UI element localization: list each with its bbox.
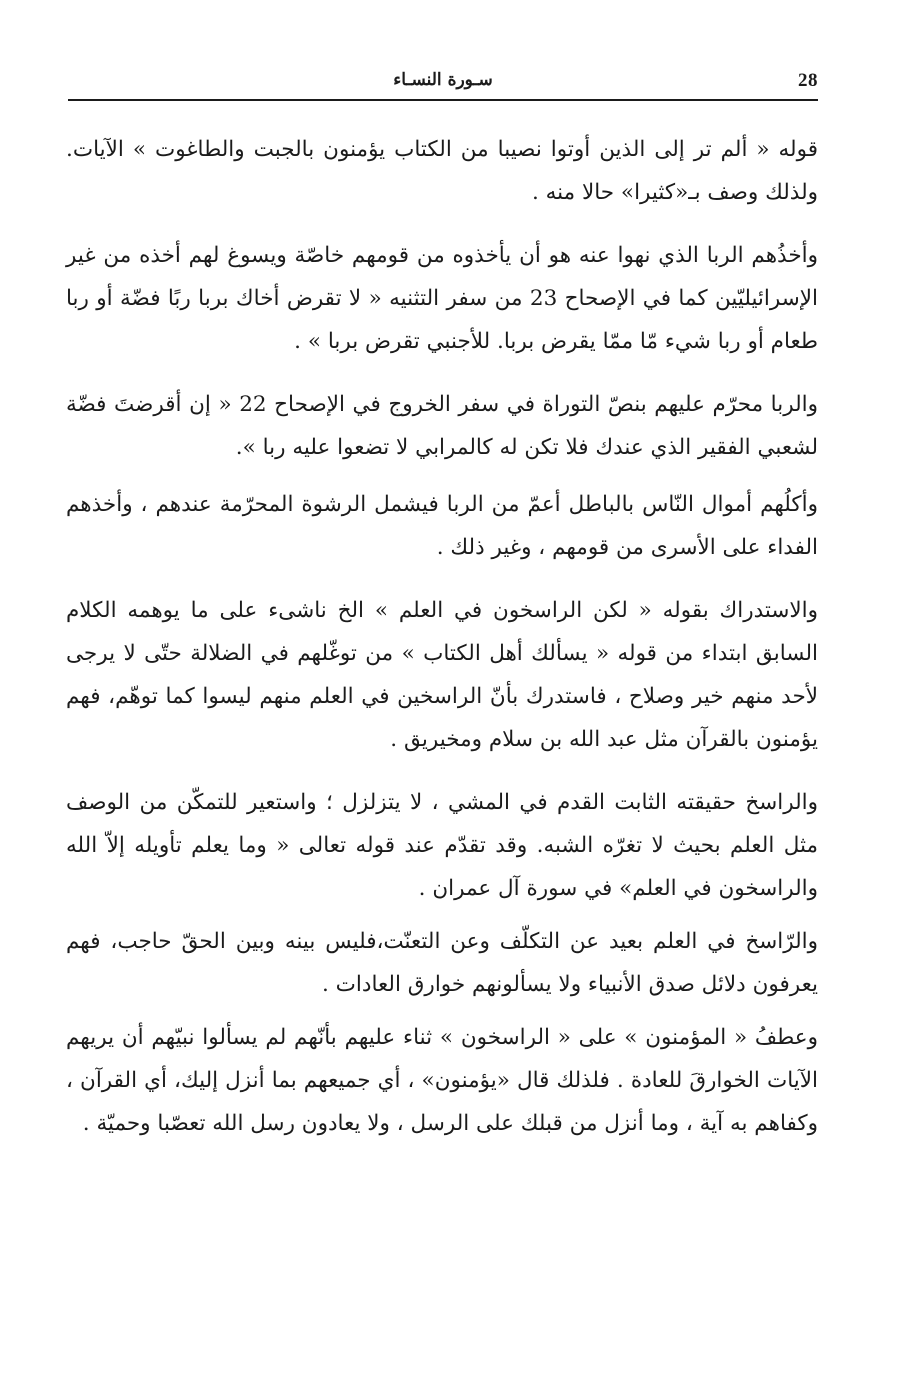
paragraph-1: قوله « ألم تر إلى الذين أوتوا نصيبا من الكتاب يؤمنون بالجبت والطاغوت » الآيات. ولذلك وصف بـ«كثيرا» حالا منه . [66, 137, 818, 205]
page-number: 28 [798, 70, 818, 91]
body-text [66, 128, 818, 1145]
paragraph-3: والربا محرّم عليهم بنصّ التوراة في سفر الخروج في الإصحاح 22 « إن أقرضتَ فضّة لشعبي الفقير الذي عندك فلا تكن له كالمرابي لا تضعوا عليه ربا ». [66, 392, 818, 460]
running-header [68, 60, 818, 100]
paragraph-6: والراسخ حقيقته الثابت القدم في المشي ، لا يتزلزل ؛ واستعير للتمكّن من الوصف مثل العلم بحيث لا تغرّه الشبه. وقد تقدّم عند قوله تعالى « وما يعلم تأويله إلاّ الله والراسخون في العلم» في سورة آل عمران . [66, 790, 818, 901]
paragraph-8: وعطفُ « المؤمنون » على « الراسخون » ثناء عليهم بأنّهم لم يسألوا نبيّهم أن يريهم الآيات الخوارقَ للعادة . فلذلك قال «يؤمنون» ، أي جميعهم بما أنزل إليك، أي القرآن ، وكفاهم به آية ، وما أنزل من قبلك على الرسل ، ولا يعادون رسل الله تعصّبا وحميّة . [66, 1025, 818, 1136]
surah-title: سـورة النسـاء [393, 70, 493, 90]
paragraph-4: وأكلُهم أموال النّاس بالباطل أعمّ من الربا فيشمل الرشوة المحرّمة عندهم ، وأخذهم الفداء على الأسرى من قومهم ، وغير ذلك . [66, 492, 818, 560]
header-rule [68, 99, 818, 101]
paragraph-7: والرّاسخ في العلم بعيد عن التكلّف وعن التعنّت،فليس بينه وبين الحقّ حاجب، فهم يعرفون دلائل صدق الأنبياء ولا يسألونهم خوارق العادات . [66, 929, 818, 997]
paragraph-2: وأخذُهم الربا الذي نهوا عنه هو أن يأخذوه من قومهم خاصّة ويسوغ لهم أخذه من غير الإسرائيليّين كما في الإصحاح 23 من سفر التثنيه « لا تقرض أخاك بربا ربًا فضّة أو ربا طعام أو ربا شيء مّا ممّا يقرض بربا. للأجنبي تقرض بربا » . [66, 243, 818, 354]
paragraph-5: والاستدراك بقوله « لكن الراسخون في العلم » الخ ناشىء على ما يوهمه الكلام السابق ابتداء من قوله « يسألك أهل الكتاب » من توغّلهم في الضلالة حتّى لا يرجى لأحد منهم خير وصلاح ، فاستدرك بأنّ الراسخين في العلم منهم ليسوا كما توهّم، فهم يؤمنون بالقرآن مثل عبد الله بن سلام ومخيريق . [66, 598, 818, 752]
